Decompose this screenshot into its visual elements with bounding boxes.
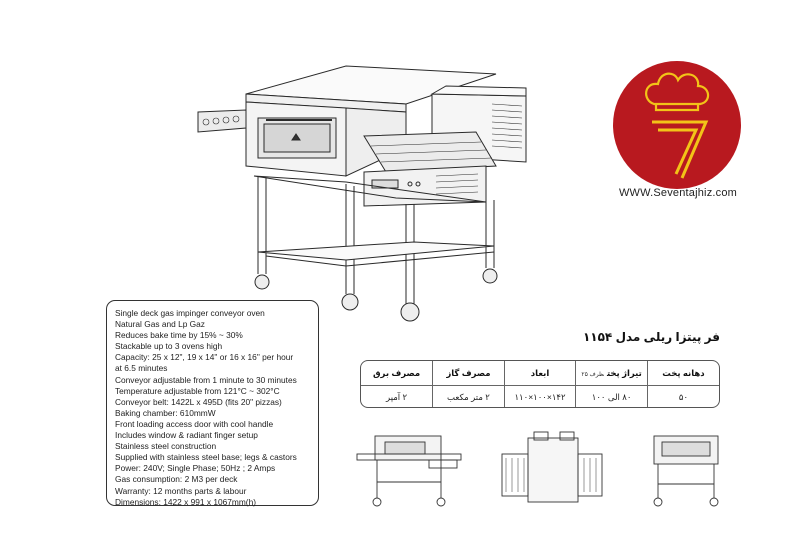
spec-line: Includes window & radiant finger setup: [115, 430, 258, 441]
spec-line: Gas consumption: 2 M3 per deck: [115, 474, 238, 485]
spec-line: Capacity: 25 x 12", 19 x 14" or 16 x 16" per hour: [115, 352, 294, 363]
spec-line: Conveyor belt: 1422L x 495D (fits 20" pizzas): [115, 396, 282, 407]
specifications-box: [106, 300, 319, 506]
product-title-fa: فر پیتزا ریلی مدل ۱۱۵۴: [582, 330, 720, 344]
spec-line: Natural Gas and Lp Gaz: [115, 319, 205, 330]
spec-line: Stackable up to 3 ovens high: [115, 341, 223, 352]
spec-line: Dimensions: 1422 x 991 x 1067mm(h): [115, 496, 256, 507]
spec-line: Reduces bake time by 15% ~ 30%: [115, 330, 243, 341]
spec-list: [115, 308, 312, 508]
oven-front-view-drawing: [355, 432, 465, 508]
conveyor-oven-illustration: [196, 56, 536, 328]
header-mouth: دهانه پخت: [647, 361, 719, 386]
spec-line: Stainless steel construction: [115, 441, 217, 452]
spec-line: Front loading access door with cool handle: [115, 418, 274, 429]
cell-dimensions: ۱۴۲×۱۰۰×۱۱۰: [504, 386, 576, 409]
cell-capacity: ۸۰ الی ۱۰۰: [576, 386, 648, 409]
spec-line: Power: 240V; Single Phase; 50Hz ; 2 Amps: [115, 463, 276, 474]
spec-line: Baking chamber: 610mmW: [115, 407, 216, 418]
spec-line: Conveyor adjustable from 1 minute to 30 minutes: [115, 374, 297, 385]
spec-table: [360, 360, 720, 408]
header-power: مصرف برق: [361, 361, 433, 386]
spec-line: Single deck gas impinger conveyor oven: [115, 308, 265, 318]
header-capacity-label: تیراژ پخت: [606, 367, 642, 378]
website-url: WWW.Seventajhiz.com: [618, 187, 738, 199]
header-gas: مصرف گاز: [433, 361, 505, 386]
cell-power: ۲ آمپر: [386, 391, 408, 402]
spec-line: Temperature adjustable from 121°C ~ 302°C: [115, 385, 280, 396]
oven-top-view-drawing: [500, 428, 605, 510]
seventajhiz-logo: [612, 60, 742, 190]
header-dimensions: ابعاد: [504, 361, 576, 386]
cell-gas: ۲ متر مکعب: [433, 386, 505, 409]
spec-line: Warranty: 12 months parts & labour: [115, 485, 247, 496]
spec-line: Supplied with stainless steel base; legs & castors: [115, 452, 297, 463]
spec-line: at 6.5 minutes: [115, 363, 168, 374]
table-row: [361, 386, 719, 409]
header-capacity-sub: ظرف ۲۵: [581, 371, 604, 378]
cell-mouth: ۵۰: [647, 386, 719, 409]
table-header-row: [361, 361, 719, 386]
header-capacity: [576, 361, 648, 386]
oven-side-view-drawing: [648, 432, 723, 508]
